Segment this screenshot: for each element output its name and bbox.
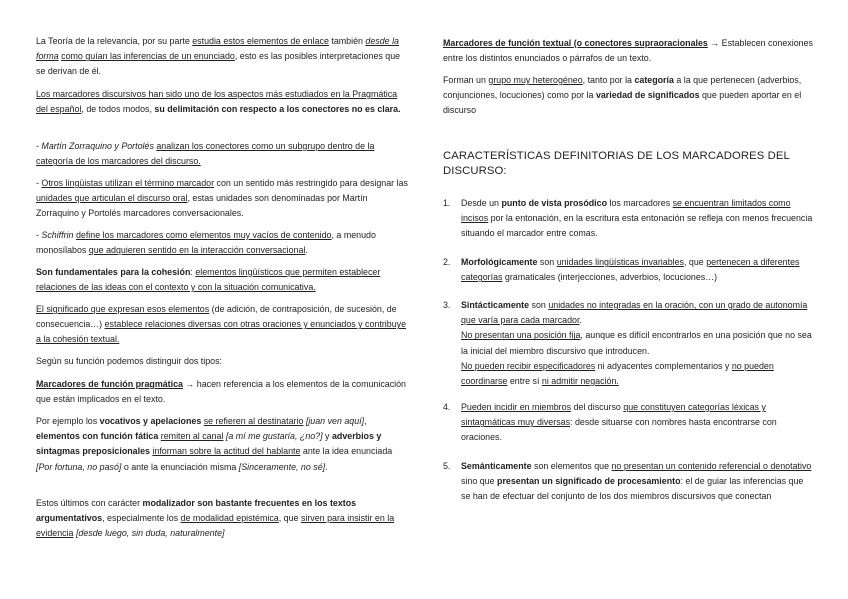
list-item-number: 5. — [443, 461, 451, 471]
paragraph-textual-markers: Marcadores de función textual (o conectores supraoracionales → Establecen conexiones entre los distintos enunciados o párrafos de un texto. — [443, 38, 813, 64]
list-item: 4. Pueden incidir en miembros del discurso que constituyen categorías léxicas y sintagmáticas muy diversas: desde situarse con nombres hasta encontrarse con oraciones. — [443, 402, 777, 443]
section-title: CARACTERÍSTICAS DEFINITORIAS DE LOS MARCADORES DEL DISCURSO: — [443, 150, 790, 178]
list-item-number: 2. — [443, 257, 451, 267]
paragraph-cohesion: Son fundamentales para la cohesión: elementos lingüísticos que permiten establecer relaciones de las ideas con el contexto y con la situación comunicativa. — [36, 267, 381, 293]
arrow-right-icon: → — [182, 379, 195, 389]
list-item: 2. Morfológicamente son unidades lingüísticas invariables, que pertenecen a diferentes categorías gramaticales (interjecciones, adverbios, locuciones…) — [443, 257, 800, 283]
paragraph-schiffrin: - Schiffrin define los marcadores como elementos muy vacíos de contenido, a menudo monosílabos que adquieren sentido en la interacción conversacional. — [36, 230, 376, 256]
paragraph-two-types: Según su función podemos distinguir dos tipos: — [36, 356, 222, 366]
paragraph-meaning: El significado que expresan esos elementos (de adición, de contraposición, de sucesión, de consecuencia…) establece relaciones diversas con otras oraciones y enunciados y contribuye a la cohesión textual. — [36, 304, 407, 345]
paragraph-heterogeneous: Forman un grupo muy heterogéneo, tanto por la categoría a la que pertenecen (adverbios, conjunciones, locuciones) como por la variedad de significados que pueden aportar en el discurso — [443, 75, 802, 116]
paragraph-discourse-markers: Los marcadores discursivos han sido uno de los aspectos más estudiados en la Pragmática del español, de todos modos, su delimitación con respecto a los conectores no es clara. — [36, 89, 401, 115]
paragraph-other-linguists: - Otros lingüistas utilizan el término marcador con un sentido más restringido para designar las unidades que articulan el discurso oral, estas unidades son denominadas por Martín Zorraquino y Portolés marcadores conversacionales. — [36, 178, 408, 219]
paragraph-examples: Por ejemplo los vocativos y apelaciones se refieren al destinatario [juan ven aquí], elementos con función fática remiten al canal [a mí me gustaría, ¿no?] y adverbios y sintagmas preposicionales informan sobre la actitud del hablante ante la idea enunciada [Por fortuna, no pasó] o ante la enunciación misma [Sinceramente, no sé]. — [36, 416, 393, 472]
list-item: 5. Semánticamente son elementos que no presentan un contenido referencial o denotativo sino que presentan un significado de procesamiento: el de guiar las inferencias que se han de efectuar del conjunto de los dos miembros discursivos que conectan — [443, 461, 812, 502]
paragraph-pragmatic-markers: Marcadores de función pragmática → hacen referencia a los elementos de la comunicación que están implicados en el texto. — [36, 379, 406, 405]
list-item-number: 4. — [443, 402, 451, 412]
arrow-right-icon: → — [707, 38, 720, 48]
list-item-number: 1. — [443, 198, 451, 208]
list-item-number: 3. — [443, 300, 451, 310]
list-item: 1. Desde un punto de vista prosódico los marcadores se encuentran limitados como incisos por la entonación, en la escritura esta entonación se refleja con menos frecuencia situando el marcador entre comas. — [443, 198, 813, 239]
paragraph-relevance-theory: La Teoría de la relevancia, por su parte estudia estos elementos de enlace también desde la forma como guían las inferencias de un enunciado, esto es las posibles interpretaciones que se derivan de él. — [36, 36, 401, 77]
list-item: 3. Sintácticamente son unidades no integradas en la oración, con un grado de autonomía que varía para cada marcador. No presentan una posición fija, aunque es difícil encontrarlos en una posición que no sea la inicial del miembro discursivo que introducen. No pueden recibir especificadores ni adyacentes complementarios y no pueden coordinarse entre sí ni admitir negación. — [443, 300, 812, 387]
paragraph-zorraquino: - Martín Zorraquino y Portolés analizan los conectores como un subgrupo dentro de la categoría de los marcadores del discurso. — [36, 141, 375, 167]
paragraph-modalizers: Estos últimos con carácter modalizador son bastante frecuentes en los textos argumentativos, especialmente los de modalidad epistémica, que sirven para insistir en la evidencia [desde luego, sin duda, naturalmente] — [36, 498, 395, 539]
